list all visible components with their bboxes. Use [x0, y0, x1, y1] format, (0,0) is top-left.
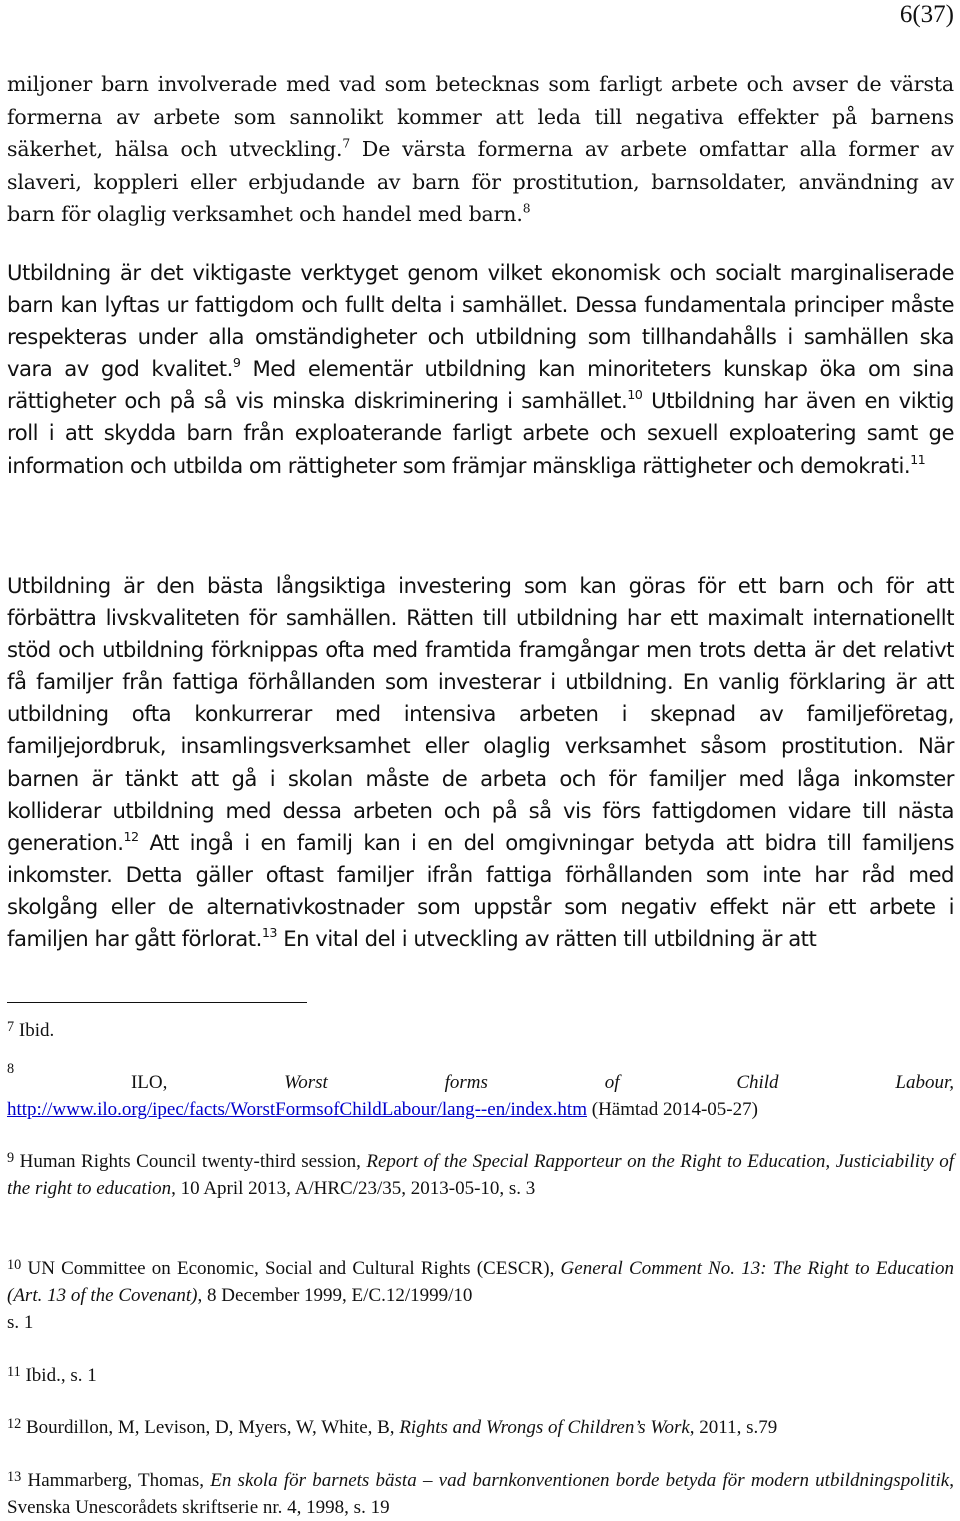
footnote-text: Hammarberg, Thomas, — [21, 1470, 211, 1491]
footnote-7 — [7, 1017, 954, 1044]
footnote-text: Ibid. — [14, 1020, 55, 1041]
footnote-number: 12 — [7, 1416, 22, 1433]
footnote-text: (Hämtad 2014-05-27) — [587, 1099, 758, 1120]
footnote-11 — [7, 1362, 954, 1389]
footnote-ref[interactable]: 7 — [342, 136, 351, 151]
footnote-8 — [7, 1061, 954, 1123]
footnote-ref[interactable]: 13 — [261, 925, 277, 941]
paragraph-3 — [7, 570, 954, 955]
footnote-number: 8 — [7, 1061, 15, 1077]
footnote-ref[interactable]: 8 — [522, 201, 531, 216]
footnote-text: Human Rights Council twenty-third session, — [14, 1151, 367, 1172]
ilo-link[interactable]: http://www.ilo.org/ipec/facts/WorstFormsofChildLabour/lang--en/index.htm — [7, 1099, 587, 1120]
paragraph-text: En vital del i utveckling av rätten till utbildning är att — [277, 926, 817, 952]
footnote-9 — [7, 1148, 954, 1202]
footnote-title: Report of the Special Rapporteur on the Right to Education, Justiciability of the right to education — [7, 1151, 954, 1199]
paragraph-text: Att ingå i en familj kan i en del omgivningar betyda att bidra till familjens inkomster. Detta gäller oftast familjer ifrån fattiga förhållanden som inte har råd med skolgång eller de alternativkostnader som uppstår som negativ effekt när ett arbete i familjen har gått förlorat. — [7, 829, 954, 952]
paragraph-text: miljoner barn involverade med vad som betecknas som farligt arbete och avser de värsta formerna av arbete som sannolikt kommer att leda till negativa effekter på barnens säkerhet, hälsa och utveckling. — [7, 72, 954, 161]
footnote-ref[interactable]: 11 — [910, 451, 926, 467]
footnote-10 — [7, 1255, 954, 1336]
paragraph-2 — [7, 257, 954, 482]
footnote-text: , Svenska Unescorådets skriftserie nr. 4, 1998, s. 19 — [7, 1470, 954, 1518]
footnote-title: General Comment No. 13: The Right to Education (Art. 13 of the Covenant) — [7, 1258, 954, 1306]
paragraph-1 — [7, 68, 954, 231]
footnote-ref[interactable]: 12 — [123, 828, 139, 844]
paragraph-text: Utbildning har även en viktig roll i att skydda barn från exploaterande farligt arbete och sexuell exploatering samt ge information och utbilda om rättigheter som främjar mänskliga rättigheter och demokrati. — [7, 388, 955, 478]
footnote-number: 10 — [7, 1257, 22, 1274]
footnote-text: , 8 December 1999, E/C.12/1999/10 — [197, 1285, 473, 1306]
footnote-word: Labour, — [895, 1072, 954, 1093]
footnote-text: UN Committee on Economic, Social and Cultural Rights (CESCR), — [21, 1258, 561, 1279]
footnote-number: 11 — [7, 1364, 21, 1381]
footnote-title: En skola för barnets bästa – vad barnkonventionen borde betyda för modern utbildningspolitik — [210, 1470, 950, 1491]
footnote-number: 9 — [7, 1150, 15, 1167]
footnote-number: 7 — [7, 1019, 15, 1036]
footnote-text: Bourdillon, M, Levison, D, Myers, W, White, B, — [21, 1417, 400, 1438]
footnote-12 — [7, 1414, 954, 1441]
footnote-separator — [7, 1002, 307, 1003]
footnote-13 — [7, 1467, 954, 1521]
footnote-word: forms — [444, 1072, 488, 1093]
footnote-ref[interactable]: 10 — [627, 387, 643, 403]
paragraph-text: Med elementär utbildning kan minoriteters kunskap öka om sina rättigheter och på så vis minska diskriminering i samhället. — [7, 356, 954, 414]
footnote-text: Ibid., s. 1 — [20, 1365, 97, 1386]
footnote-word: of — [604, 1072, 620, 1093]
footnote-8-line — [7, 1061, 954, 1096]
footnote-word: Worst — [284, 1072, 328, 1093]
footnote-title: Rights and Wrongs of Children’s Work — [399, 1417, 690, 1438]
paragraph-text: Utbildning är den bästa långsiktiga investering som kan göras för ett barn och för att förbättra livskvaliteten för samhällen. Rätten till utbildning har ett maximalt internationellt stöd och utbildning förknippas ofta med framtida framgångar men trots detta är det relativt få familjer från fattiga förhållanden som investerar i utbildning. En vanlig förklaring är att utbildning ofta konkurrerar med intensiva arbeten i skepnad av familjeföretag, familjejordbruk, insamlingsverksamhet eller olaglig verksamhet såsom prostitution. När barnen är tänkt att gå i skolan måste de arbeta och för familjer med låga inkomster kolliderar utbildning med dessa arbeten och på så vis förs fattigdomen vidare till nästa generation. — [7, 573, 954, 855]
footnote-number: 13 — [7, 1469, 22, 1486]
paragraph-text: Utbildning är det viktigaste verktyget genom vilket ekonomisk och socialt marginaliserade barn kan lyftas ur fattigdom och fullt delta i samhället. Dessa fundamentala principer måste respekteras under alla omständigheter och utbildning som tillhandahålls i samhällen ska vara av god kvalitet. — [7, 260, 954, 382]
paragraph-text: De värsta formerna av arbete omfattar alla former av slaveri, koppleri eller erbjudande av barn för prostitution, barnsoldater, användning av barn för olaglig verksamhet och handel med barn. — [7, 137, 954, 226]
page-number: 6(37) — [899, 1, 954, 28]
footnote-ref[interactable]: 9 — [232, 355, 241, 371]
footnote-word: Child — [736, 1072, 779, 1093]
footnote-text: , 10 April 2013, A/HRC/23/35, 2013-05-10, s. 3 — [171, 1178, 536, 1199]
footnote-text: s. 1 — [7, 1312, 34, 1333]
footnote-word: ILO, — [130, 1072, 168, 1093]
footnote-text: , 2011, s.79 — [689, 1417, 778, 1438]
